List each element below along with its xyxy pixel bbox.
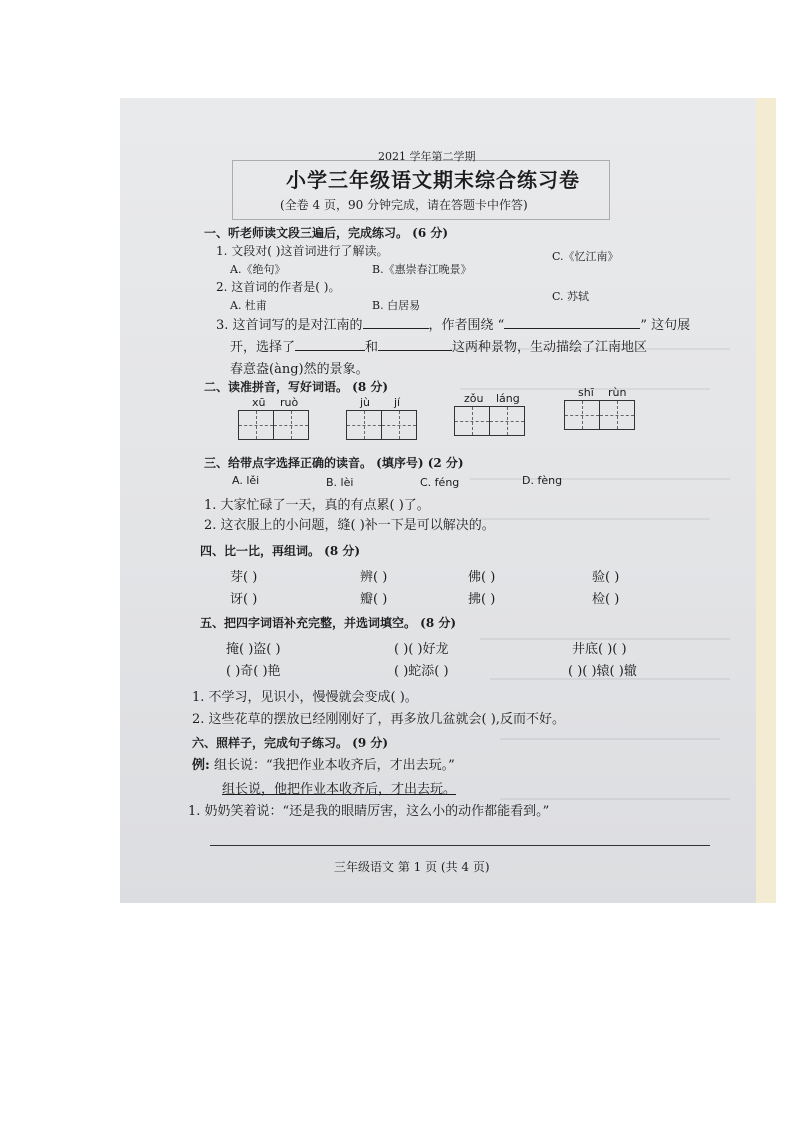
- example-label: 例:: [192, 758, 210, 773]
- section4-row2-item1: 讶( ): [230, 592, 258, 607]
- footer-rule: [210, 845, 710, 846]
- exam-title: 小学三年级语文期末综合练习卷: [286, 168, 580, 192]
- blank[interactable]: [363, 316, 429, 329]
- section3-q2: 2. 这衣服上的小问题，缝( )补一下是可以解决的。: [204, 518, 495, 533]
- section1-q2-option-b: B. 白居易: [372, 299, 421, 312]
- section5-heading: 五、把四字词语补充完整，并选词填空。 (8 分): [200, 616, 457, 630]
- blank[interactable]: [504, 316, 640, 329]
- section4-row1-item2: 辨( ): [360, 570, 388, 585]
- writing-grid[interactable]: [238, 410, 309, 440]
- section1-q1-option-a: A.《绝句》: [230, 263, 286, 276]
- section3-option-c: C. féng: [420, 476, 460, 489]
- section1-q3-line3: 春意盎(àng)然的景象。: [230, 362, 369, 377]
- section3-option-a: A. lěi: [232, 474, 260, 487]
- section5-row1-item1: 掩( )盗( ): [226, 642, 281, 657]
- q3-part-f: 这两种景物，生动描绘了江南地区: [452, 340, 648, 355]
- section1-q2-option-a: A. 杜甫: [230, 299, 267, 312]
- section3-q1: 1. 大家忙碌了一天，真的有点累( )了。: [204, 498, 430, 513]
- section5-row1-item2: ( )( )好龙: [394, 642, 449, 657]
- section4-heading: 四、比一比，再组词。 (8 分): [200, 544, 361, 558]
- section1-heading: 一、听老师读文段三遍后，完成练习。 (6 分): [204, 226, 449, 240]
- section4-row1-item1: 芽( ): [230, 570, 258, 585]
- pinyin-syllable: xū: [252, 396, 266, 409]
- blank[interactable]: [378, 338, 452, 351]
- writing-grid[interactable]: [454, 406, 525, 436]
- section3-heading: 三、给带点字选择正确的读音。 (填序号) (2 分): [204, 456, 464, 470]
- section4-row1-item4: 验( ): [592, 570, 620, 585]
- section6-example-output: 组长说，他把作业本收齐后，才出去玩。: [222, 782, 457, 797]
- page-edge-strip: [756, 98, 776, 903]
- section5-q2: 2. 这些花草的摆放已经刚刚好了，再多放几盆就会( ),反而不好。: [192, 712, 565, 727]
- section4-row1-item3: 佛( ): [468, 570, 496, 585]
- pinyin-syllable: ruò: [280, 396, 299, 409]
- section5-q1: 1. 不学习，见识小，慢慢就会变成( )。: [192, 690, 418, 705]
- example-source: 组长说：“我把作业本收齐后，才出去玩。”: [213, 758, 455, 773]
- exam-instructions: (全卷 4 页，90 分钟完成，请在答题卡中作答): [280, 198, 528, 212]
- q3-part-b: ，作者围绕 “: [428, 318, 505, 333]
- section4-row2-item2: 瓣( ): [360, 592, 388, 607]
- blank[interactable]: [295, 338, 365, 351]
- section1-q1: 1. 文段对( )这首词进行了解读。: [216, 244, 389, 258]
- section6-q1: 1. 奶奶笑着说：“还是我的眼睛厉害，这么小的动作都能看到。”: [188, 804, 550, 819]
- year-term: 2021 学年第二学期: [378, 150, 476, 163]
- section5-row1-item3: 井底( )( ): [572, 642, 627, 657]
- pinyin-syllable: jí: [394, 396, 401, 409]
- writing-grid[interactable]: [346, 410, 417, 440]
- section6-heading: 六、照样子，完成句子练习。 (9 分): [192, 736, 389, 750]
- section6-example: [192, 754, 455, 773]
- section1-q3-line1: [216, 314, 690, 333]
- section1-q1-option-b: B.《惠崇春江晚景》: [372, 263, 472, 276]
- scanned-exam-page: [120, 98, 776, 903]
- page-footer: 三年级语文 第 1 页 (共 4 页): [334, 860, 490, 874]
- q3-part-e: 和: [365, 340, 379, 355]
- section1-q3-line2: [230, 336, 647, 355]
- pinyin-syllable: jù: [360, 396, 371, 409]
- section1-q2: 2. 这首词的作者是( )。: [216, 280, 341, 294]
- section1-q2-option-c: C. 苏轼: [552, 290, 590, 303]
- section5-row2-item3: ( )( )辕( )辙: [568, 664, 637, 679]
- pinyin-syllable: rùn: [608, 386, 627, 399]
- pinyin-syllable: láng: [496, 392, 520, 405]
- q3-part-a: 3. 这首词写的是对江南的: [216, 318, 363, 333]
- pinyin-syllable: shī: [578, 386, 594, 399]
- section4-row2-item4: 检( ): [592, 592, 620, 607]
- section2-heading: 二、读准拼音，写好词语。 (8 分): [204, 380, 389, 394]
- section5-row2-item1: ( )奇( )艳: [226, 664, 281, 679]
- section3-option-b: B. lèi: [326, 476, 354, 489]
- writing-grid[interactable]: [564, 400, 635, 430]
- section1-q1-option-c: C.《忆江南》: [552, 250, 619, 263]
- q3-part-d: 开，选择了: [230, 340, 296, 355]
- q3-part-c: ” 这句展: [640, 318, 691, 333]
- pinyin-syllable: zǒu: [464, 392, 484, 405]
- section5-row2-item2: ( )蛇添( ): [394, 664, 449, 679]
- section4-row2-item3: 拂( ): [468, 592, 496, 607]
- section3-option-d: D. fèng: [522, 474, 563, 487]
